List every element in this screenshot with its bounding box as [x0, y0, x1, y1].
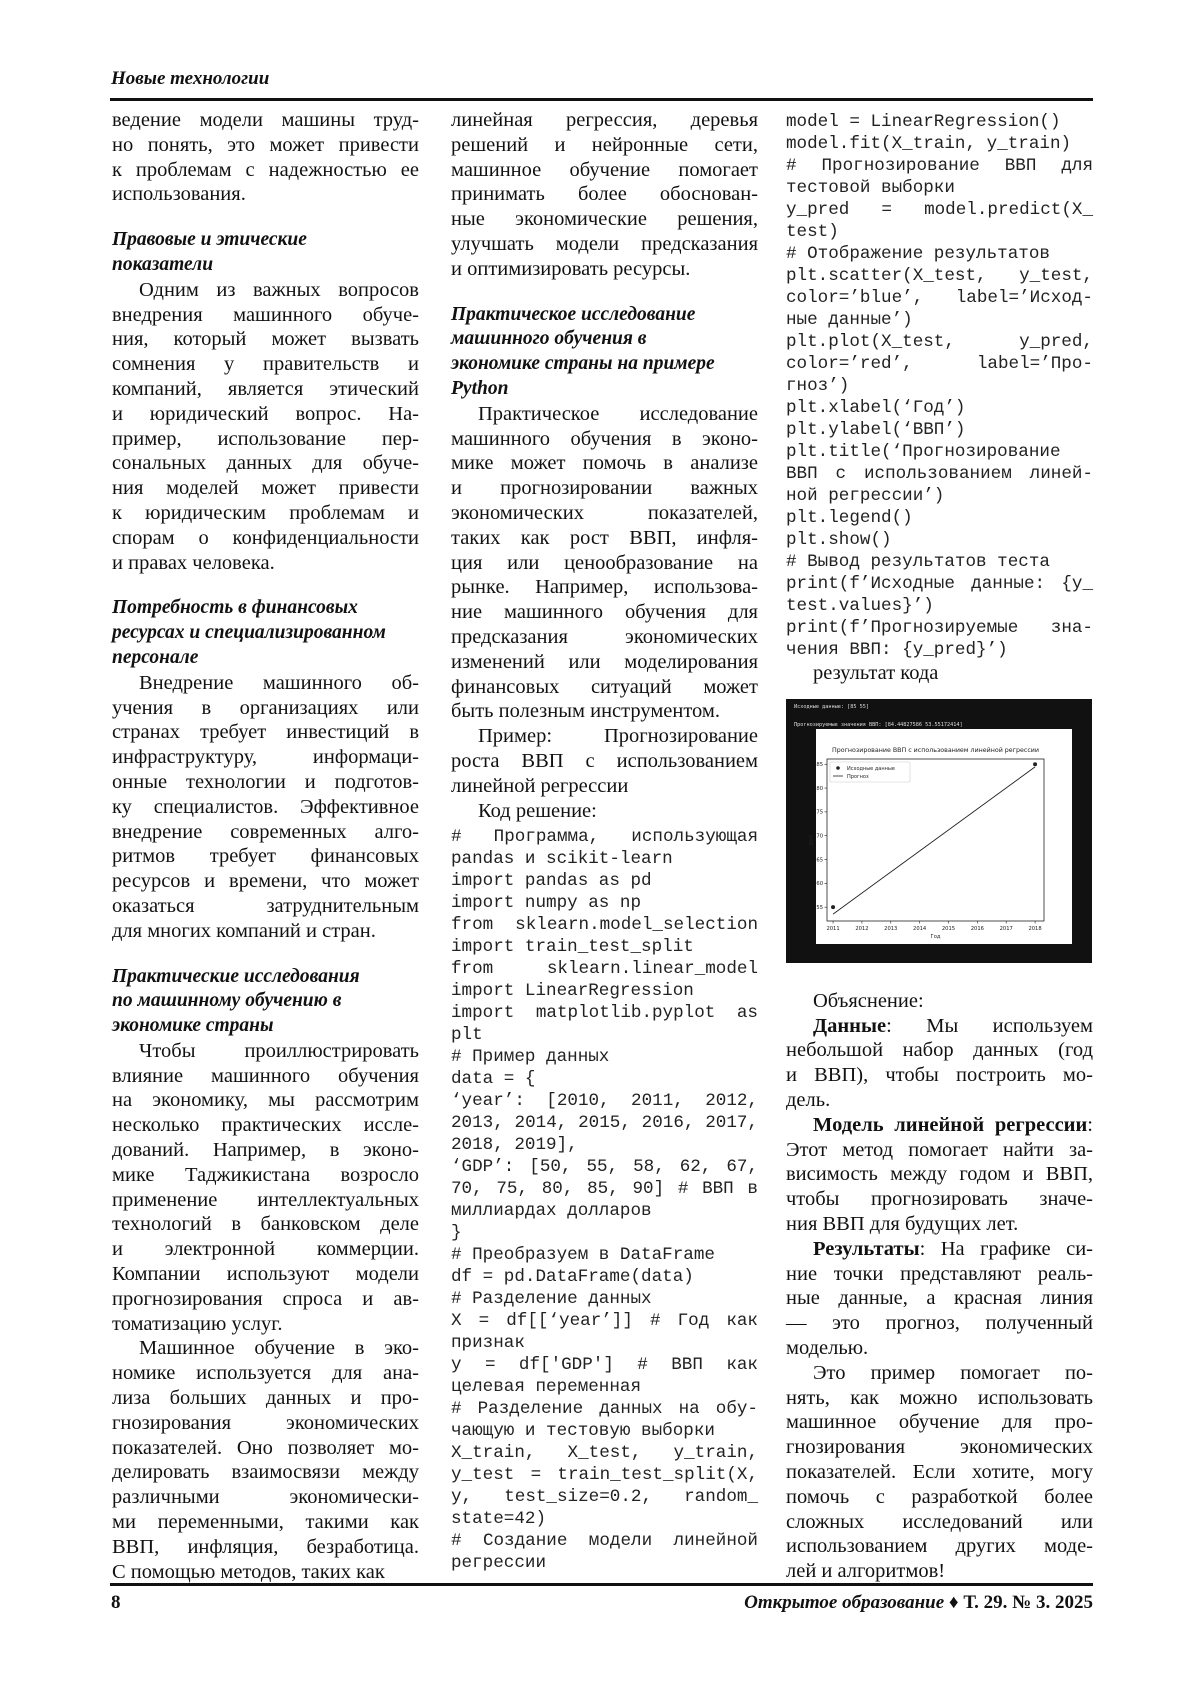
code-block — [451, 826, 758, 1574]
text-line: ния моделей может привести — [112, 476, 419, 501]
text-line: висимость между годом и ВВП, — [786, 1162, 1093, 1187]
text-line: к проблемам с надежностью ее — [112, 158, 419, 183]
text-line: прогнозирования спроса и ав- — [112, 1287, 419, 1312]
plot-background — [816, 729, 1072, 944]
code-line: plt.scatter(X_test, y_test, — [786, 265, 1093, 287]
text-line: роста ВВП с использованием — [451, 749, 758, 774]
text-line: учения в организациях или — [112, 696, 419, 721]
text-line: персонале — [112, 646, 419, 671]
code-line: y = df['GDP'] # ВВП как — [451, 1354, 758, 1376]
legend-box — [830, 762, 910, 782]
text-line: машинного обучения в эконо- — [451, 427, 758, 452]
text-line: моделью. — [786, 1336, 1093, 1361]
text-line — [786, 1237, 1093, 1262]
legend-label: Исходные данные — [847, 766, 895, 772]
footer-rule — [110, 1583, 1093, 1586]
paragraph — [112, 1336, 419, 1584]
text-line: предсказания экономических — [451, 625, 758, 650]
code-line: color=’red’, label=’Про- — [786, 353, 1093, 375]
text-line: быть полезным инструментом. — [451, 699, 758, 724]
code-line: ные данные’) — [786, 309, 1093, 331]
y-tick-label: 85 — [816, 762, 823, 768]
code-line: model.fit(X_train, y_train) — [786, 133, 1093, 155]
paragraph — [112, 1039, 419, 1337]
text-line: и ВВП), чтобы построить мо- — [786, 1063, 1093, 1088]
text-line: ные данные, а красная линия — [786, 1286, 1093, 1311]
text-line: ния, который может вызвать — [112, 327, 419, 352]
page-number: 8 — [111, 1592, 121, 1614]
text-line: томатизацию услуг. — [112, 1312, 419, 1337]
code-line: y_test = train_test_split(X, — [451, 1464, 758, 1486]
text-line: сложных исследований или — [786, 1510, 1093, 1535]
code-line: from sklearn.linear_model — [451, 958, 758, 980]
text-span: : — [1087, 1114, 1093, 1136]
text-line: дований. Например, в эконо- — [112, 1138, 419, 1163]
x-tick-label: 2018 — [1028, 926, 1041, 932]
text-line: номике используется для ана- — [112, 1361, 419, 1386]
text-line: и юридический вопрос. На- — [112, 402, 419, 427]
paragraph — [786, 1113, 1093, 1237]
code-line: plt.title(‘Прогнозирование — [786, 441, 1093, 463]
code-line: y_pred = model.predict(X_ — [786, 199, 1093, 221]
data-point — [831, 905, 835, 909]
text-line: странах требует инвестиций в — [112, 720, 419, 745]
code-line: import train_test_split — [451, 936, 758, 958]
text-line: Внедрение машинного об- — [112, 671, 419, 696]
paragraph — [112, 108, 419, 207]
code-line: чающую и тестовую выборки — [451, 1420, 758, 1442]
text-line: улучшать модели предсказания — [451, 232, 758, 257]
legend-scatter-marker — [836, 766, 840, 770]
text-line: таких как рост ВВП, инфля- — [451, 526, 758, 551]
text-line: небольшой набор данных (год — [786, 1038, 1093, 1063]
chart-title: Прогнозирование ВВП с использованием линейной регрессии — [832, 746, 1039, 754]
text-line: пример, использование пер- — [112, 427, 419, 452]
code-line: y, test_size=0.2, random_ — [451, 1486, 758, 1508]
text-line: Код решение: — [451, 799, 758, 824]
column-2 — [451, 108, 758, 1574]
text-line: ресурсов и времени, что может — [112, 869, 419, 894]
text-line: лей и алгоритмов! — [786, 1559, 1093, 1584]
text-line: машинное обучение для про- — [786, 1410, 1093, 1435]
code-line: ‘GDP’: [50, 55, 58, 62, 67, — [451, 1156, 758, 1178]
text-span: : Мы используем — [886, 1015, 1093, 1037]
lead-term: Данные — [813, 1015, 886, 1037]
text-line: машинного обучения в — [451, 327, 758, 352]
text-line: помочь с разработкой более — [786, 1485, 1093, 1510]
text-line: влияние машинного обучения — [112, 1064, 419, 1089]
text-line: Этот метод помогает найти за- — [786, 1138, 1093, 1163]
text-line: линейная регрессия, деревья — [451, 108, 758, 133]
text-line: результат кода — [786, 661, 1093, 686]
text-line: инфраструктуру, информаци- — [112, 745, 419, 770]
text-line: принимать более обоснован- — [451, 182, 758, 207]
text-line: технологий в банковском деле — [112, 1212, 419, 1237]
y-tick-label: 65 — [816, 857, 823, 863]
diamond-separator: ♦ — [949, 1592, 959, 1613]
text-line: показателей. Оно позволяет мо- — [112, 1436, 419, 1461]
code-line: plt.legend() — [786, 507, 1093, 529]
code-line: state=42) — [451, 1508, 758, 1530]
code-line: df = pd.DataFrame(data) — [451, 1266, 758, 1288]
x-tick-label: 2017 — [1000, 926, 1013, 932]
text-line: Чтобы проиллюстрировать — [112, 1039, 419, 1064]
section-heading — [112, 965, 419, 1039]
code-line: data = { — [451, 1068, 758, 1090]
text-line: рынке. Например, использова- — [451, 575, 758, 600]
code-line: color=’blue’, label=’Исход- — [786, 287, 1093, 309]
code-line: print(f’Прогнозируемые зна- — [786, 617, 1093, 639]
text-line: компаний, является этический — [112, 377, 419, 402]
text-line: Практическое исследование — [451, 402, 758, 427]
code-line: plt.ylabel(‘ВВП’) — [786, 419, 1093, 441]
x-tick-label: 2012 — [855, 926, 868, 932]
code-line: 2018, 2019], — [451, 1134, 758, 1156]
lead-term: Модель линейной регрессии — [813, 1114, 1087, 1136]
text-line: Объяснение: — [786, 989, 1093, 1014]
text-line: несколько практических иссле- — [112, 1113, 419, 1138]
text-line: нять, как можно использовать — [786, 1386, 1093, 1411]
code-line: print(f’Исходные данные: {y_ — [786, 573, 1093, 595]
x-axis-label: Год — [931, 934, 941, 940]
text-line: линейной регрессии — [451, 774, 758, 799]
code-line: 70, 75, 80, 85, 90] # ВВП в — [451, 1178, 758, 1200]
code-line: чения ВВП: {y_pred}’) — [786, 639, 1093, 661]
paragraph — [786, 1361, 1093, 1584]
text-line: использованием других моде- — [786, 1534, 1093, 1559]
text-line: экономических показателей, — [451, 501, 758, 526]
text-line: применение интеллектуальных — [112, 1188, 419, 1213]
text-line: ные экономические решения, — [451, 207, 758, 232]
section-heading — [451, 303, 758, 402]
text-line: Потребность в финансовых — [112, 596, 419, 621]
result-figure — [786, 699, 1092, 963]
y-axis-label: ВВП — [809, 834, 815, 845]
text-line: гнозирования экономических — [112, 1411, 419, 1436]
code-line: import numpy as np — [451, 892, 758, 914]
text-line: показатели — [112, 253, 419, 278]
code-line: ВВП с использованием линей- — [786, 463, 1093, 485]
x-tick-label: 2015 — [942, 926, 955, 932]
text-line: мике Таджикистана возросло — [112, 1163, 419, 1188]
code-line: целевая переменная — [451, 1376, 758, 1398]
text-line: сомнения у правительств и — [112, 352, 419, 377]
text-line: Правовые и этические — [112, 228, 419, 253]
text-line — [786, 1113, 1093, 1138]
text-line: Компании используют модели — [112, 1262, 419, 1287]
code-line: ной регрессии’) — [786, 485, 1093, 507]
code-block — [786, 111, 1093, 661]
text-line: и прогнозировании важных — [451, 476, 758, 501]
y-tick-label: 55 — [816, 905, 823, 911]
text-line: показателей. Если хотите, могу — [786, 1460, 1093, 1485]
code-line: plt.show() — [786, 529, 1093, 551]
header-rule — [110, 98, 1093, 101]
text-line: ние точки представляют реаль- — [786, 1262, 1093, 1287]
text-line: и правах человека. — [112, 551, 419, 576]
code-line: тестовой выборки — [786, 177, 1093, 199]
text-line: гнозирования экономических — [786, 1435, 1093, 1460]
column-1 — [112, 108, 419, 1584]
code-line: гноз’) — [786, 375, 1093, 397]
text-line: решений и нейронные сети, — [451, 133, 758, 158]
paragraph — [451, 724, 758, 798]
code-line: } — [451, 1222, 758, 1244]
text-line: различными экономически- — [112, 1485, 419, 1510]
code-line: import pandas as pd — [451, 870, 758, 892]
paragraph — [451, 799, 758, 824]
code-line: model = LinearRegression() — [786, 111, 1093, 133]
x-tick-label: 2016 — [971, 926, 984, 932]
text-line: изменений или моделирования — [451, 650, 758, 675]
text-line: Практическое исследование — [451, 303, 758, 328]
text-line: по машинному обучению в — [112, 989, 419, 1014]
text-span: : На графике си- — [920, 1238, 1093, 1260]
code-line: # Разделение данных на обу- — [451, 1398, 758, 1420]
text-line: ция или ценообразование на — [451, 551, 758, 576]
column-3 — [786, 108, 1093, 1584]
text-line: и электронной коммерции. — [112, 1237, 419, 1262]
text-line: дель. — [786, 1088, 1093, 1113]
text-line: экономике страны — [112, 1014, 419, 1039]
text-line: мике может помочь в анализе — [451, 451, 758, 476]
text-line: на экономику, мы рассмотрим — [112, 1088, 419, 1113]
text-line: и оптимизировать ресурсы. — [451, 257, 758, 282]
text-line: Машинное обучение в эко- — [112, 1336, 419, 1361]
text-line: к юридическим проблемам и — [112, 501, 419, 526]
code-line: # Отображение результатов — [786, 243, 1093, 265]
text-line: финансовых ситуаций может — [451, 675, 758, 700]
code-line: # Программа, использующая — [451, 826, 758, 848]
text-line: ведение модели машины труд- — [112, 108, 419, 133]
text-line: делировать взаимосвязи между — [112, 1460, 419, 1485]
text-line: Это пример помогает по- — [786, 1361, 1093, 1386]
text-line: внедрение современных алго- — [112, 820, 419, 845]
code-line: import LinearRegression — [451, 980, 758, 1002]
x-tick-label: 2011 — [826, 926, 839, 932]
text-line: но понять, это может привести — [112, 133, 419, 158]
journal-name: Открытое образование — [744, 1592, 944, 1613]
text-line: онные технологии и подготов- — [112, 770, 419, 795]
console-output-line: Прогнозируемые значения ВВП: [84.44827586 53.55172414] — [794, 722, 963, 728]
code-line: plt.xlabel(‘Год’) — [786, 397, 1093, 419]
text-line: ку специалистов. Эффективное — [112, 795, 419, 820]
code-line: признак — [451, 1332, 758, 1354]
code-line: # Пример данных — [451, 1046, 758, 1068]
code-line: plt — [451, 1024, 758, 1046]
code-line: test) — [786, 221, 1093, 243]
text-line: внедрения машинного обуче- — [112, 303, 419, 328]
code-line: from sklearn.model_selection — [451, 914, 758, 936]
section-heading — [112, 228, 419, 278]
journal-issue: Т. 29. № 3. 2025 — [963, 1592, 1093, 1613]
text-line: ресурсах и специализированном — [112, 621, 419, 646]
text-line — [786, 1014, 1093, 1039]
text-line: экономике страны на примере — [451, 352, 758, 377]
y-tick-label: 60 — [816, 881, 823, 887]
text-line: оказаться затруднительным — [112, 894, 419, 919]
code-output-figure — [786, 699, 1092, 963]
text-line: ния ВВП для будущих лет. — [786, 1212, 1093, 1237]
code-line: pandas и scikit-learn — [451, 848, 758, 870]
paragraph — [451, 402, 758, 724]
text-line: машинное обучение помогает — [451, 158, 758, 183]
text-line: использования. — [112, 182, 419, 207]
y-tick-label: 80 — [816, 786, 823, 792]
paragraph — [112, 671, 419, 944]
text-line: сональных данных для обуче- — [112, 451, 419, 476]
text-line: Одним из важных вопросов — [112, 278, 419, 303]
text-line: Python — [451, 377, 758, 402]
x-tick-label: 2013 — [884, 926, 897, 932]
paragraph — [786, 1014, 1093, 1113]
code-line: # Преобразуем в DataFrame — [451, 1244, 758, 1266]
code-line: # Создание модели линейной — [451, 1530, 758, 1552]
lead-term: Результаты — [813, 1238, 920, 1260]
text-line: спорам о конфиденциальности — [112, 526, 419, 551]
section-heading — [112, 596, 419, 670]
code-line: 2013, 2014, 2015, 2016, 2017, — [451, 1112, 758, 1134]
text-line: лиза больших данных и про- — [112, 1386, 419, 1411]
code-line: миллиардах долларов — [451, 1200, 758, 1222]
paragraph — [112, 278, 419, 576]
code-line: X_train, X_test, y_train, — [451, 1442, 758, 1464]
text-line: ритмов требует финансовых — [112, 844, 419, 869]
paragraph — [786, 1237, 1093, 1361]
code-line: # Прогнозирование ВВП для — [786, 155, 1093, 177]
console-output-line: Исходные данные: [85 55] — [794, 704, 869, 710]
text-line: Практические исследования — [112, 965, 419, 990]
code-line: ‘year’: [2010, 2011, 2012, — [451, 1090, 758, 1112]
paragraph — [786, 989, 1093, 1014]
code-line: import matplotlib.pyplot as — [451, 1002, 758, 1024]
text-line: для многих компаний и стран. — [112, 919, 419, 944]
journal-info — [744, 1592, 1093, 1614]
text-line: ВВП, инфляция, безработица. — [112, 1535, 419, 1560]
code-line: plt.plot(X_test, y_pred, — [786, 331, 1093, 353]
y-tick-label: 75 — [816, 809, 823, 815]
code-line: регрессии — [451, 1552, 758, 1574]
code-line: X = df[[‘year’]] # Год как — [451, 1310, 758, 1332]
text-line: С помощью методов, таких как — [112, 1560, 419, 1585]
paragraph — [451, 108, 758, 282]
x-tick-label: 2014 — [913, 926, 927, 932]
legend-label: Прогноз — [847, 774, 869, 780]
data-point — [1033, 762, 1037, 766]
text-line: ние машинного обучения для — [451, 600, 758, 625]
paragraph — [786, 661, 1093, 686]
text-line: — это прогноз, полученный — [786, 1311, 1093, 1336]
code-line: test.values}’) — [786, 595, 1093, 617]
y-tick-label: 70 — [816, 833, 823, 839]
text-line: чтобы прогнозировать значе- — [786, 1187, 1093, 1212]
text-line: Пример: Прогнозирование — [451, 724, 758, 749]
code-line: # Разделение данных — [451, 1288, 758, 1310]
code-line: # Вывод результатов теста — [786, 551, 1093, 573]
text-line: ми переменными, такими как — [112, 1510, 419, 1535]
section-title: Новые технологии — [111, 68, 269, 90]
